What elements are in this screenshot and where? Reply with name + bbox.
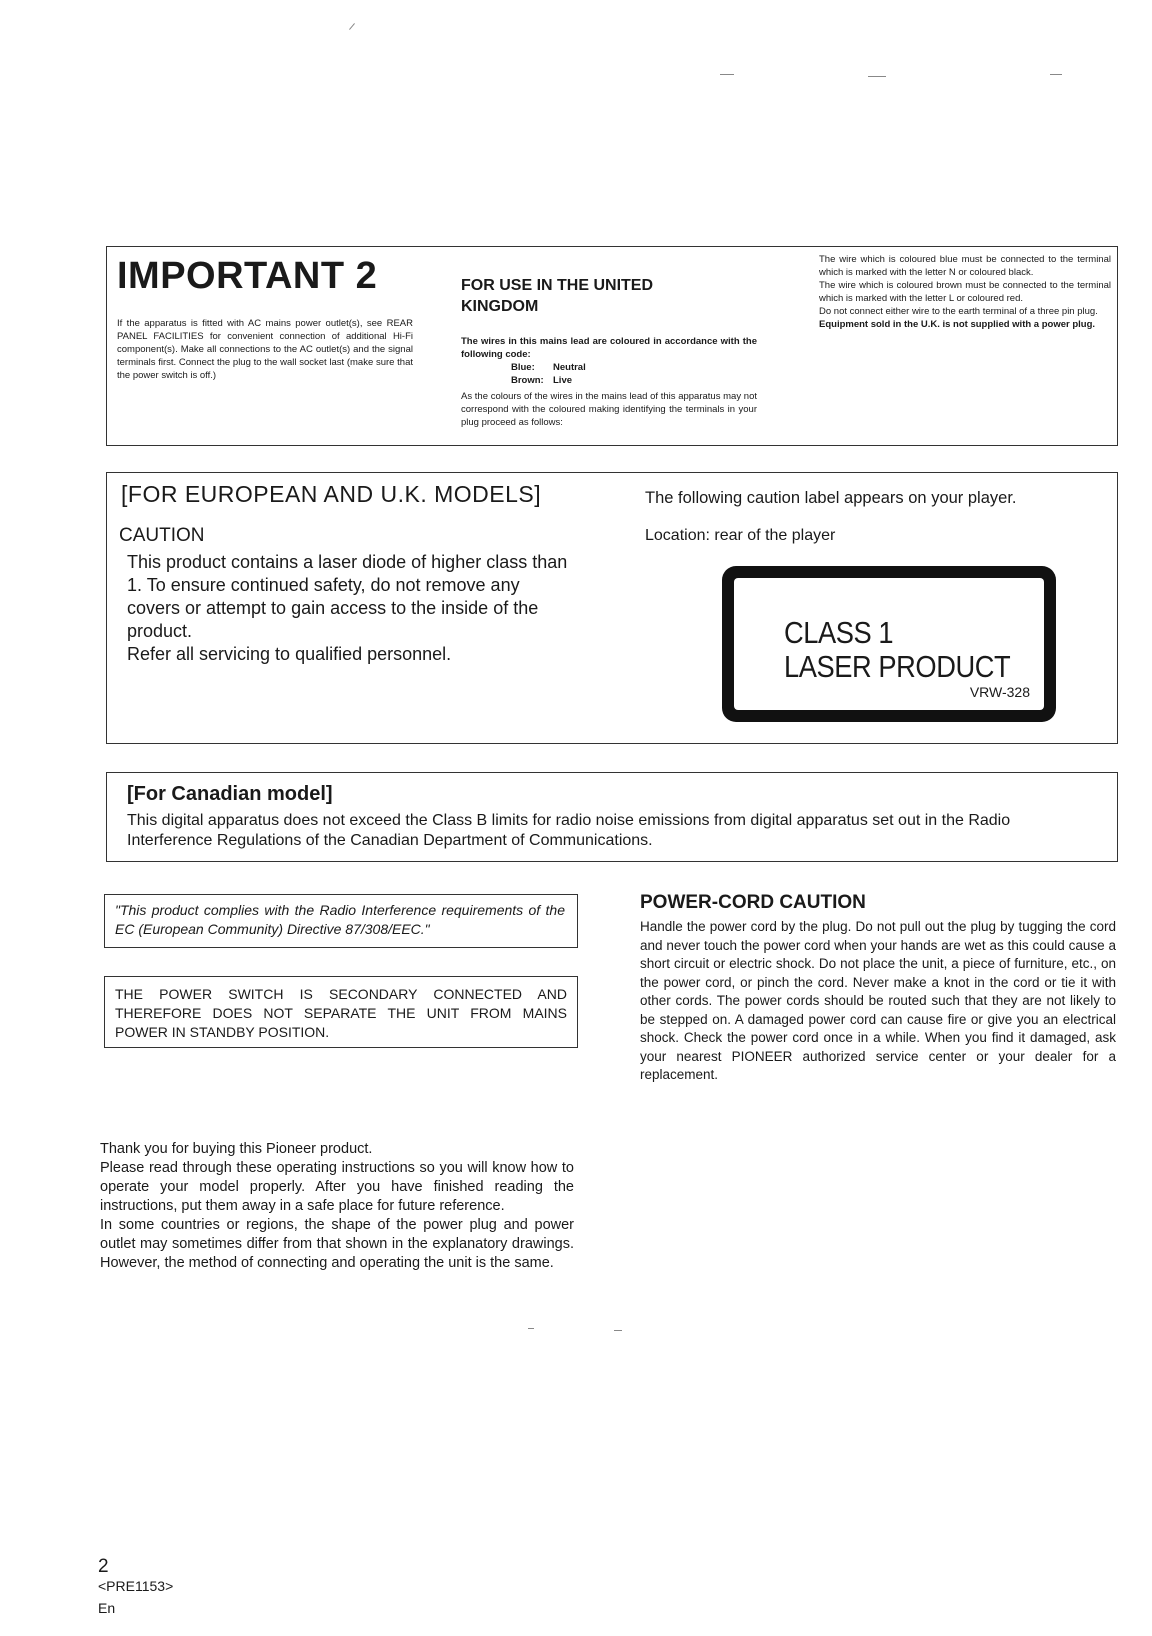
uk-code-value: Live	[553, 375, 573, 386]
page-number: 2	[98, 1556, 109, 1577]
ec-notice-box	[104, 894, 578, 948]
uk-code-label: Blue:	[511, 362, 535, 373]
caution-body: This product contains a laser diode of higher class than 1. To ensure continued safety, do not remove any covers or attempt to gain access to the inside of the product.	[127, 552, 568, 641]
thank-you-section	[100, 1140, 574, 1273]
language-code: En	[98, 1600, 116, 1616]
power-cord-body: Handle the power cord by the plug. Do not pull out the plug by tugging the cord and never touch the power cord when your hands are wet as this could cause a short circuit or electric shock. Do not place the unit, a piece of furniture, etc., on the power cord, or pinch the cord. Never make a knot in the cord or tie it with other cords. The power cords should be routed such that they are not likely to be stepped on. A damaged power cord can cause fire or give you an electrical shock. Check the power cord once in a while. When you find it damaged, ask your nearest PIONEER authorized service center or your dealer for a replacement.	[640, 919, 1116, 1082]
scan-speck	[614, 1330, 622, 1331]
wiring-brown: The wire which is coloured brown must be connected to the terminal which is marked with the letter L or coloured red.	[819, 280, 1111, 304]
uk-heading: FOR USE IN THE UNITED KINGDOM	[461, 277, 654, 315]
uk-code-value: Neutral	[553, 362, 586, 373]
scan-speck	[868, 76, 886, 77]
label-intro: The following caution label appears on your player.	[645, 489, 1017, 507]
label-code: VRW-328	[969, 684, 1030, 700]
uk-note: As the colours of the wires in the mains lead of this apparatus may not correspond with the coloured making identifying the terminals in your plug proceed as follows:	[461, 391, 757, 428]
uk-intro: The wires in this mains lead are coloured in accordance with the following code:	[461, 336, 757, 360]
label-location: Location: rear of the player	[645, 527, 836, 544]
ec-notice: "This product complies with the Radio Interference requirements of the EC (European Community) Directive 87/308/EEC."	[115, 902, 565, 937]
european-heading: [FOR EUROPEAN AND U.K. MODELS]	[121, 481, 542, 507]
important-left-text: If the apparatus is fitted with AC mains power outlet(s), see REAR PANEL FACILITIES for convenient connection of additional Hi-Fi component(s). Make all connections to the AC outlet(s) and the signal terminals first. Connect the plug to the wall socket last (make sure that the power switch is off.)	[117, 318, 413, 381]
scan-speck	[349, 23, 355, 30]
caution-title: CAUTION	[119, 525, 205, 546]
uk-wiring-instructions	[819, 253, 1111, 331]
uk-code-row	[511, 374, 572, 387]
scan-speck	[1050, 74, 1062, 75]
canadian-body: This digital apparatus does not exceed the Class B limits for radio noise emissions from digital apparatus set out in the Radio Interference Regulations of the Canadian Department of Communications.	[127, 812, 1011, 849]
wiring-earth: Do not connect either wire to the earth terminal of a three pin plug.	[819, 306, 1098, 317]
wiring-no-plug: Equipment sold in the U.K. is not supplied with a power plug.	[819, 319, 1096, 330]
caution-refer: Refer all servicing to qualified personnel.	[127, 644, 452, 664]
canadian-model-box	[106, 772, 1118, 862]
important-title: IMPORTANT 2	[117, 255, 378, 297]
uk-code-label: Brown:	[511, 375, 544, 386]
wiring-blue: The wire which is coloured blue must be connected to the terminal which is marked with the letter N or coloured black.	[819, 254, 1111, 278]
canadian-heading: [For Canadian model]	[127, 783, 333, 805]
uk-code-row	[511, 361, 586, 374]
power-switch-notice: THE POWER SWITCH IS SECONDARY CONNECTED AND THEREFORE DOES NOT SEPARATE THE UNIT FROM MAINS POWER IN STANDBY POSITION.	[115, 986, 567, 1040]
label-face	[734, 578, 1044, 710]
label-class: CLASS 1	[784, 615, 894, 650]
scan-speck	[720, 74, 734, 75]
class1-laser-label	[722, 566, 1056, 722]
power-switch-box	[104, 976, 578, 1048]
thank-you-line: Thank you for buying this Pioneer product.	[100, 1141, 373, 1157]
doc-code: <PRE1153>	[98, 1578, 174, 1594]
important-box	[106, 246, 1118, 446]
read-instructions: Please read through these operating instructions so you will know how to operate your model properly. After you have finished reading the instructions, put them away in a safe place for future reference.	[100, 1160, 574, 1214]
label-laser-product: LASER PRODUCT	[784, 649, 1011, 684]
scan-speck	[528, 1328, 534, 1329]
plug-shape-note: In some countries or regions, the shape of the power plug and power outlet may sometimes differ from that shown in the explanatory drawings. However, the method of connecting and operating the unit is the same.	[100, 1217, 574, 1271]
power-cord-heading: POWER-CORD CAUTION	[640, 892, 866, 913]
